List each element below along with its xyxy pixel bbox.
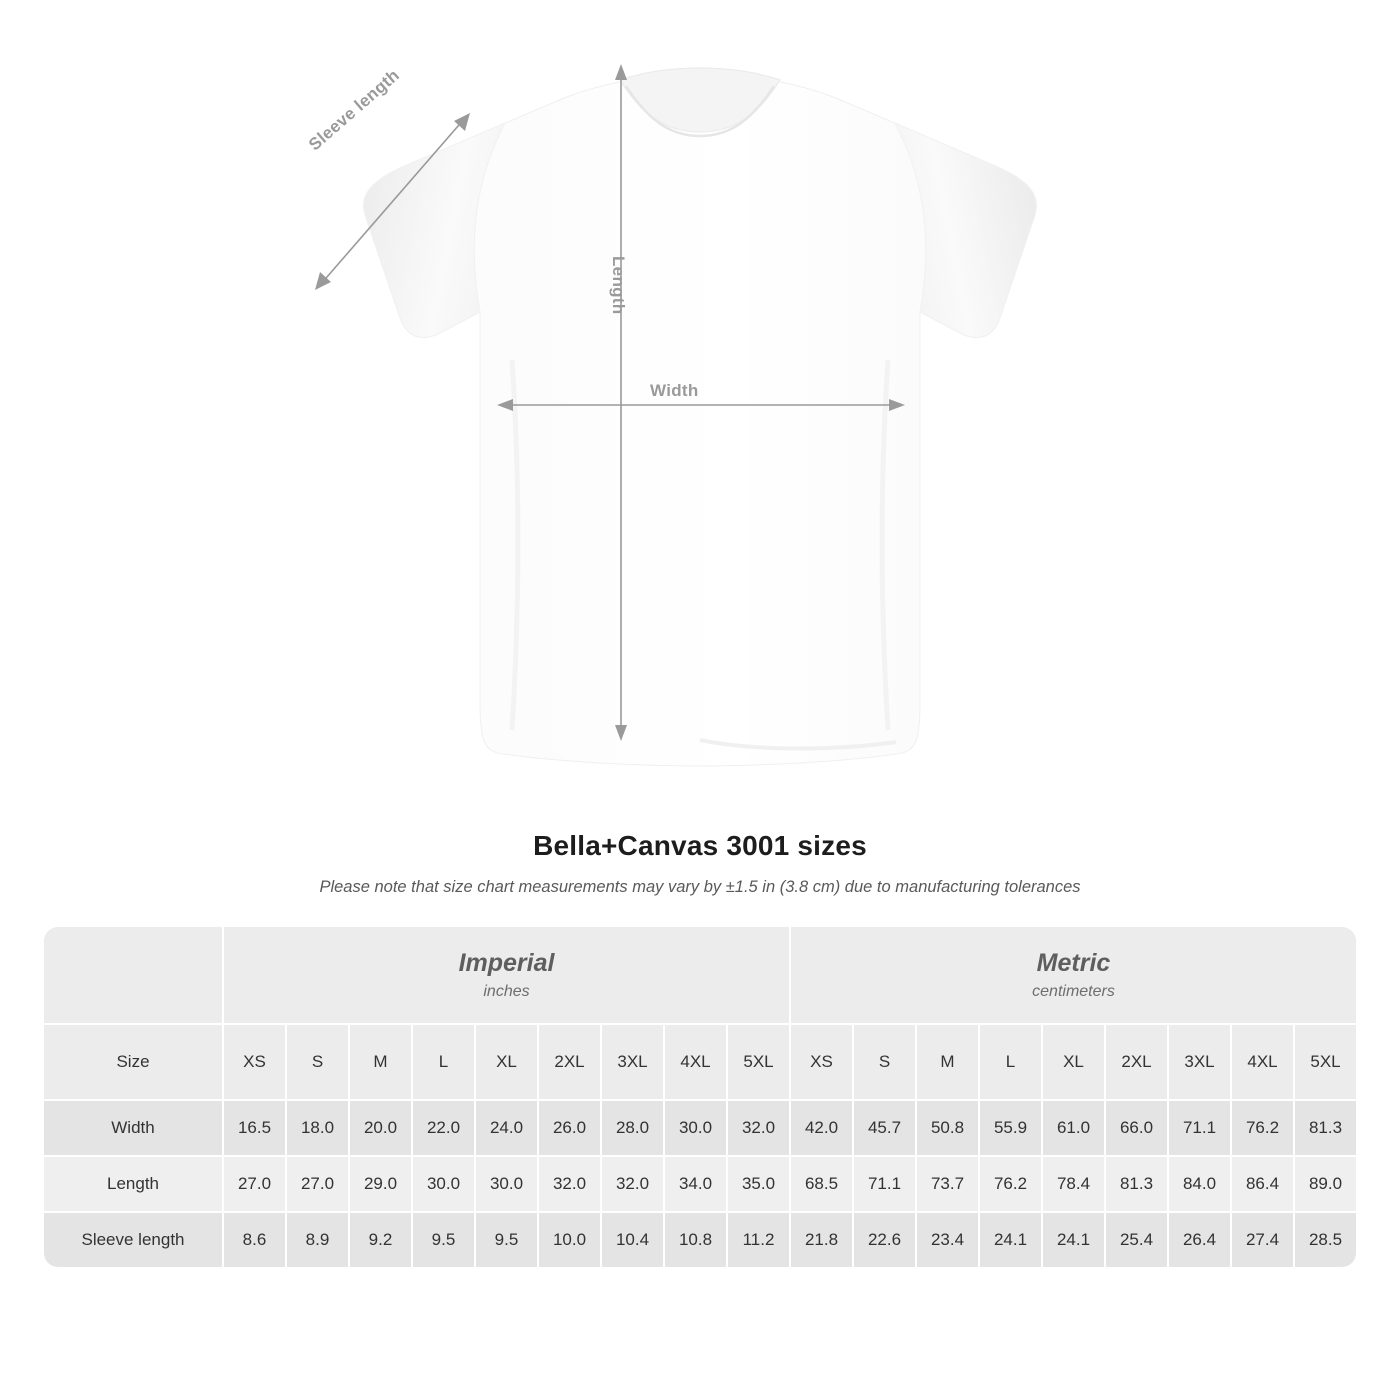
cell-sleeve-imperial-4xl: 10.8 [665,1213,726,1267]
cell-sleeve-metric-l: 24.1 [980,1213,1041,1267]
system-header-row [44,927,1356,1023]
cell-width-metric-m: 50.8 [917,1101,978,1155]
size-header-imperial-2xl: 2XL [539,1025,600,1099]
cell-width-imperial-m: 20.0 [350,1101,411,1155]
cell-width-metric-xs: 42.0 [791,1101,852,1155]
size-chart-table [42,925,1358,1269]
cell-sleeve-metric-5xl: 28.5 [1295,1213,1356,1267]
width-dimension-label: Width [650,381,699,400]
row-label-sleeve-length: Sleeve length [44,1213,222,1267]
cell-length-imperial-m: 29.0 [350,1157,411,1211]
cell-length-imperial-l: 30.0 [413,1157,474,1211]
cell-length-imperial-3xl: 32.0 [602,1157,663,1211]
cell-length-metric-xl: 78.4 [1043,1157,1104,1211]
size-header-metric-3xl: 3XL [1169,1025,1230,1099]
cell-length-metric-l: 76.2 [980,1157,1041,1211]
cell-width-imperial-s: 18.0 [287,1101,348,1155]
table-row [44,1101,1356,1155]
size-header-imperial-l: L [413,1025,474,1099]
cell-width-metric-5xl: 81.3 [1295,1101,1356,1155]
cell-width-imperial-xl: 24.0 [476,1101,537,1155]
system-header-imperial [224,927,789,1023]
cell-sleeve-metric-4xl: 27.4 [1232,1213,1293,1267]
system-unit-imperial: inches [483,983,530,1001]
system-name-metric: Metric [1036,948,1111,977]
cell-width-imperial-3xl: 28.0 [602,1101,663,1155]
size-header-metric-2xl: 2XL [1106,1025,1167,1099]
shirt-body [364,68,1037,766]
cell-length-imperial-xs: 27.0 [224,1157,285,1211]
system-header-metric [791,927,1356,1023]
cell-sleeve-imperial-5xl: 11.2 [728,1213,789,1267]
cell-sleeve-imperial-3xl: 10.4 [602,1213,663,1267]
size-row-label: Size [44,1025,222,1099]
size-header-metric-xl: XL [1043,1025,1104,1099]
cell-width-imperial-5xl: 32.0 [728,1101,789,1155]
cell-sleeve-imperial-xl: 9.5 [476,1213,537,1267]
table-row [44,1213,1356,1267]
size-header-imperial-m: M [350,1025,411,1099]
cell-width-metric-s: 45.7 [854,1101,915,1155]
size-header-imperial-s: S [287,1025,348,1099]
cell-width-metric-xl: 61.0 [1043,1101,1104,1155]
size-header-imperial-3xl: 3XL [602,1025,663,1099]
cell-sleeve-imperial-l: 9.5 [413,1213,474,1267]
cell-width-metric-3xl: 71.1 [1169,1101,1230,1155]
cell-length-imperial-4xl: 34.0 [665,1157,726,1211]
cell-length-metric-m: 73.7 [917,1157,978,1211]
size-header-metric-m: M [917,1025,978,1099]
table-row [44,1157,1356,1211]
row-label-length: Length [44,1157,222,1211]
cell-sleeve-imperial-s: 8.9 [287,1213,348,1267]
cell-length-imperial-xl: 30.0 [476,1157,537,1211]
cell-length-imperial-5xl: 35.0 [728,1157,789,1211]
sleeve-length-dimension-label: Sleeve length [305,65,404,155]
cell-width-imperial-l: 22.0 [413,1101,474,1155]
cell-length-imperial-s: 27.0 [287,1157,348,1211]
length-dimension-label: Length [609,256,628,315]
cell-length-imperial-2xl: 32.0 [539,1157,600,1211]
size-header-imperial-xl: XL [476,1025,537,1099]
cell-length-metric-5xl: 89.0 [1295,1157,1356,1211]
page-title: Bella+Canvas 3001 sizes [533,830,867,861]
cell-width-metric-l: 55.9 [980,1101,1041,1155]
cell-width-imperial-2xl: 26.0 [539,1101,600,1155]
table-corner-cell [44,927,222,1023]
size-header-metric-s: S [854,1025,915,1099]
size-header-metric-4xl: 4XL [1232,1025,1293,1099]
title-block [0,830,1400,897]
cell-sleeve-imperial-2xl: 10.0 [539,1213,600,1267]
cell-length-metric-3xl: 84.0 [1169,1157,1230,1211]
cell-sleeve-imperial-xs: 8.6 [224,1213,285,1267]
system-unit-metric: centimeters [1032,983,1115,1001]
cell-length-metric-2xl: 81.3 [1106,1157,1167,1211]
size-header-metric-l: L [980,1025,1041,1099]
cell-width-metric-4xl: 76.2 [1232,1101,1293,1155]
cell-width-imperial-4xl: 30.0 [665,1101,726,1155]
cell-length-metric-4xl: 86.4 [1232,1157,1293,1211]
cell-sleeve-metric-2xl: 25.4 [1106,1213,1167,1267]
size-chart-table-wrapper [42,925,1358,1269]
cell-sleeve-metric-s: 22.6 [854,1213,915,1267]
cell-sleeve-imperial-m: 9.2 [350,1213,411,1267]
tolerance-note: Please note that size chart measurements may vary by ±1.5 in (3.8 cm) due to manufacturing tolerances [319,878,1081,896]
cell-sleeve-metric-3xl: 26.4 [1169,1213,1230,1267]
system-name-imperial: Imperial [458,948,555,977]
cell-length-metric-s: 71.1 [854,1157,915,1211]
cell-sleeve-metric-xs: 21.8 [791,1213,852,1267]
row-label-width: Width [44,1101,222,1155]
size-header-imperial-xs: XS [224,1025,285,1099]
size-header-metric-5xl: 5XL [1295,1025,1356,1099]
cell-sleeve-metric-m: 23.4 [917,1213,978,1267]
cell-width-metric-2xl: 66.0 [1106,1101,1167,1155]
size-header-imperial-5xl: 5XL [728,1025,789,1099]
cell-sleeve-metric-xl: 24.1 [1043,1213,1104,1267]
size-header-row [44,1025,1356,1099]
size-header-metric-xs: XS [791,1025,852,1099]
cell-width-imperial-xs: 16.5 [224,1101,285,1155]
cell-length-metric-xs: 68.5 [791,1157,852,1211]
size-header-imperial-4xl: 4XL [665,1025,726,1099]
